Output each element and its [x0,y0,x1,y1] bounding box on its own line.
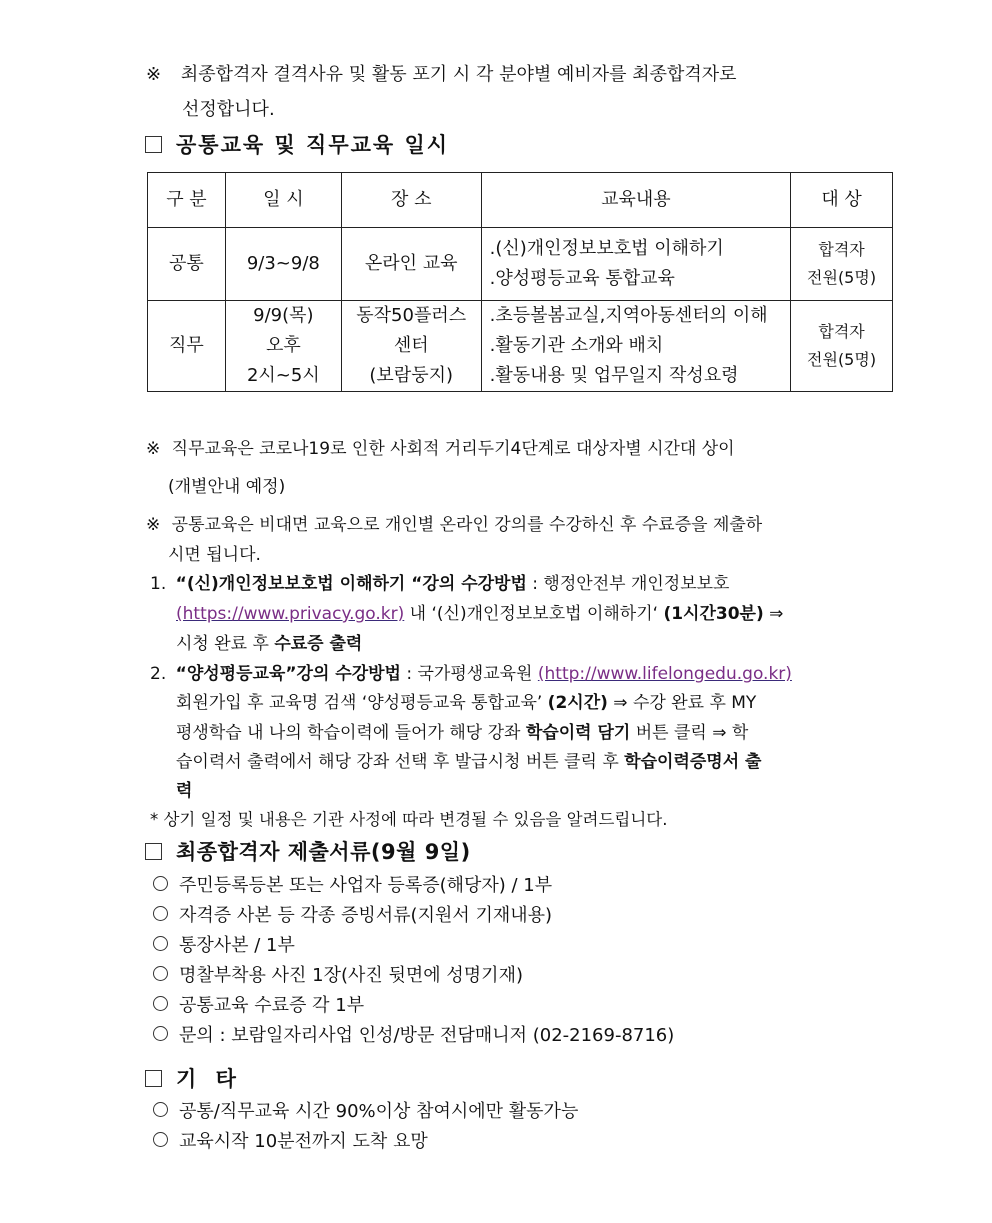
table-row [148,301,893,392]
list-item [153,1097,578,1123]
circle-bullet-icon [153,906,168,921]
list-item [153,931,295,957]
method-1 [150,569,729,594]
header-target: 대 상 [791,173,893,228]
datetime-line: 오후 [265,335,301,356]
intro-note [146,60,737,86]
datetime-line: 9/3~9/8 [246,253,320,274]
list-item-text: 공통교육 수료증 각 1부 [179,995,365,1016]
privacy-link[interactable]: (https://www.privacy.go.kr) [176,604,405,624]
header-place: 장 소 [341,173,481,228]
schedule-table [147,172,893,392]
header-content: 교육내용 [481,173,791,228]
content-line: .초등볼봄교실,지역아동센터의 이해 [489,305,768,326]
cell-content [481,228,791,301]
table-row [148,228,893,301]
method-text: 내 ‘(신)개인정보보호법 이해하기‘ [404,604,664,624]
arrow-icon: ⇒ [763,604,784,624]
target-line: 합격자 [818,322,865,341]
circle-bullet-icon [153,1132,168,1147]
method-2-line5: 력 [176,781,193,801]
note-online [146,510,762,535]
list-item-text: 명찰부착용 사진 1장(사진 뒷면에 성명기재) [179,965,523,986]
content-line: .(신)개인정보보호법 이해하기 [489,238,724,259]
list-item [153,1127,428,1153]
table-header-row [148,173,893,228]
checkbox-square-icon [145,843,162,860]
section-title: 최종합격자 제출서류(9월 9일) [176,840,471,864]
circle-bullet-icon [153,1026,168,1041]
list-item [153,901,552,927]
circle-bullet-icon [153,966,168,981]
section-heading-documents [145,836,471,866]
method-title: “양성평등교육”강의 수강방법 [175,664,401,684]
list-item [153,871,552,897]
method-2-line2 [176,688,756,713]
cell-target [791,228,893,301]
list-item [153,991,364,1017]
method-duration: (2시간) [547,693,608,713]
method-number: 1. [150,574,167,594]
method-emphasis: 학습이력 담기 [525,723,631,743]
method-emphasis: 수료증 출력 [274,634,363,654]
note-distancing [146,434,735,459]
method-text: ⇒ 수강 완료 후 MY [607,693,757,713]
section-heading-schedule [145,129,449,159]
cell-datetime [225,228,341,301]
method-2 [150,659,792,684]
place-line: 센터 [393,335,429,356]
method-text: 습이력서 출력에서 해당 강좌 선택 후 발급시청 버튼 클릭 후 [176,752,625,772]
method-text: 회원가입 후 교육명 검색 ‘양성평등교육 통합교육’ [176,693,548,713]
section-title: 기 타 [176,1067,242,1091]
method-text: 버튼 클릭 ⇒ 학 [630,723,749,743]
checkbox-square-icon [145,136,162,153]
cell-category: 공통 [148,228,226,301]
datetime-line: 9/9(목) [253,305,314,326]
list-item-text: 문의 : 보람일자리사업 인성/방문 전담매니저 (02-2169-8716) [179,1025,675,1046]
intro-note-line1: 최종합격자 결격사유 및 활동 포기 시 각 분야별 예비자를 최종합격자로 [180,64,737,85]
method-number: 2. [150,664,167,684]
datetime-line: 2시~5시 [246,365,320,386]
list-item-text: 주민등록등본 또는 사업자 등록증(해당자) / 1부 [179,875,553,896]
reference-mark-icon: ※ [146,515,161,535]
reference-mark-icon: ※ [146,64,162,85]
reference-mark-icon: ※ [146,439,161,459]
cell-datetime [225,301,341,392]
list-item [153,961,523,987]
circle-bullet-icon [153,876,168,891]
method-duration: (1시간30분) [663,604,764,624]
method-1-line3 [176,629,362,654]
circle-bullet-icon [153,1102,168,1117]
cell-category: 직무 [148,301,226,392]
method-2-line3 [176,718,748,743]
method-text: 시청 완료 후 [176,634,275,654]
content-line: .양성평등교육 통합교육 [489,268,675,289]
note-line2: (개별안내 예정) [168,477,286,497]
lifelongedu-link[interactable]: (http://www.lifelongedu.go.kr) [537,664,792,684]
method-2-line4 [176,747,761,772]
method-provider: : 행정안전부 개인정보보호 [526,574,730,594]
method-title: “(신)개인정보보호법 이해하기 “강의 수강방법 [175,574,527,594]
section-heading-etc [145,1063,242,1093]
intro-note-line2: 선정합니다. [182,99,275,120]
circle-bullet-icon [153,936,168,951]
place-line: (보람둥지) [369,365,454,386]
place-line: 동작50플러스 [356,305,467,326]
list-item [153,1021,674,1047]
list-item-text: 교육시작 10분전까지 도착 요망 [179,1131,428,1152]
list-item-text: 자격증 사본 등 각종 증빙서류(지원서 기재내용) [179,905,553,926]
method-1-line2 [176,599,783,624]
target-line: 합격자 [818,240,865,259]
place-line: 온라인 교육 [364,253,458,274]
note-line1: 직무교육은 코로나19로 인한 사회적 거리두기4단계로 대상자별 시간대 상이 [171,439,735,459]
cell-content [481,301,791,392]
target-line: 전원(5명) [807,268,877,287]
header-datetime: 일 시 [225,173,341,228]
cell-target [791,301,893,392]
disclaimer: * 상기 일정 및 내용은 기관 사정에 따라 변경될 수 있음을 알려드립니다. [150,810,668,829]
list-item-text: 공통/직무교육 시간 90%이상 참여시에만 활동가능 [179,1101,579,1122]
circle-bullet-icon [153,996,168,1011]
note-line2: 시면 됩니다. [168,545,261,565]
content-line: .활동내용 및 업무일지 작성요령 [489,365,739,386]
cell-place [341,228,481,301]
checkbox-square-icon [145,1070,162,1087]
list-item-text: 통장사본 / 1부 [179,935,295,956]
content-line: .활동기관 소개와 배치 [489,335,664,356]
method-emphasis: 학습이력증명서 출 [624,752,762,772]
method-provider: : 국가평생교육원 [400,664,538,684]
header-category: 구 분 [148,173,226,228]
target-line: 전원(5명) [807,350,877,369]
cell-place [341,301,481,392]
note-line1: 공통교육은 비대면 교육으로 개인별 온라인 강의를 수강하신 후 수료증을 제출하 [171,515,763,535]
section-title: 공통교육 및 직무교육 일시 [176,133,450,157]
method-text: 평생학습 내 나의 학습이력에 들어가 해당 강좌 [176,723,526,743]
